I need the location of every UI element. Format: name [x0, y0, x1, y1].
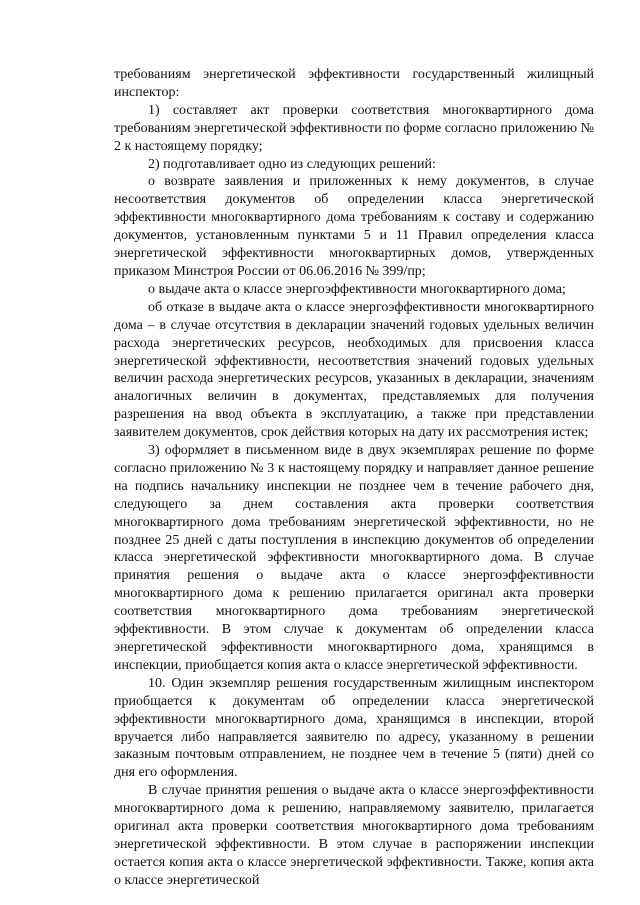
paragraph-item-3: 3) оформляет в письменном виде в двух экземплярах решение по форме согласно приложению № 3 к настоящему порядку и направляет данное решение на подпись начальнику инспекции не позднее чем в течение рабочего дня, следующего за днем составления акта проверки соответствия многоквартирного дома требованиям энергетической эффективности, но не позднее 25 дней с даты поступления в инспекцию документов об определении класса энергетической эффективности многоквартирного дома. В случае принятия решения о выдаче акта о классе энергоэффективности многоквартирного дома к решению прилагается оригинал акта проверки соответствия многоквартирного дома требованиям энергетической эффективности. В этом случае к документам об определении класса энергетической эффективности многоквартирного дома, хранящимся в инспекции, приобщается копия акта о классе энергетической эффективности. [114, 443, 594, 673]
paragraph-decision-case: В случае принятия решения о выдаче акта о классе энергоэффективности многоквартирного дома к решению, направляемому заявителю, прилагается оригинал акта проверки соответствия многоквартирного дома требованиям энергетической эффективности. В этом случае в распоряжении инспекции остается копия акта о классе энергетической эффективности. Также, копия акта о классе энергетической [114, 783, 594, 888]
paragraph-item-2: 2) подготавливает одно из следующих решений: [148, 156, 436, 172]
paragraph-decision-return: о возврате заявления и приложенных к нему документов, в случае несоответствия документов об определении класса энергетической эффективности многоквартирного дома требованиям к составу и содержанию документов, установленным пунктами 5 и 11 Правил определения класса энергетической эффективности многоквартирных домов, утвержденных приказом Минстроя России от 06.06.2016 № 399/пр; [114, 174, 594, 279]
paragraph-decision-refuse: об отказе в выдаче акта о классе энергоэффективности многоквартирного дома – в случае отсутствия в декларации значений годовых удельных величин расхода энергетических ресурсов, необходимых для присвоения класса энергетической эффективности, несоответствия значений годовых удельных величин расхода энергетических ресурсов, указанных в декларации, значениям аналогичных величин в документах, представляемых для получения разрешения на ввод объекта в эксплуатацию, а также при представлении заявителем документов, срок действия которых на дату их рассмотрения истек; [114, 299, 594, 441]
paragraph-item-1: 1) составляет акт проверки соответствия многоквартирного дома требованиям энергетической эффективности по форме согласно приложению № 2 к настоящему порядку; [114, 102, 594, 154]
paragraph-continuation: требованиям энергетической эффективности государственный жилищный инспектор: [114, 67, 594, 100]
paragraph-section-10: 10. Один экземпляр решения государственным жилищным инспектором приобщается к документам об определении класса энергетической эффективности многоквартирного дома, хранящимся в инспекции, второй вручается либо направляется заявителю по адресу, указанному в решении заказным почтовым отправлением, не позднее чем в течение 5 (пяти) дней со дня его оформления. [114, 675, 594, 781]
paragraph-decision-issue: о выдаче акта о классе энергоэффективности многоквартирного дома; [148, 281, 566, 297]
document-body [114, 66, 594, 890]
